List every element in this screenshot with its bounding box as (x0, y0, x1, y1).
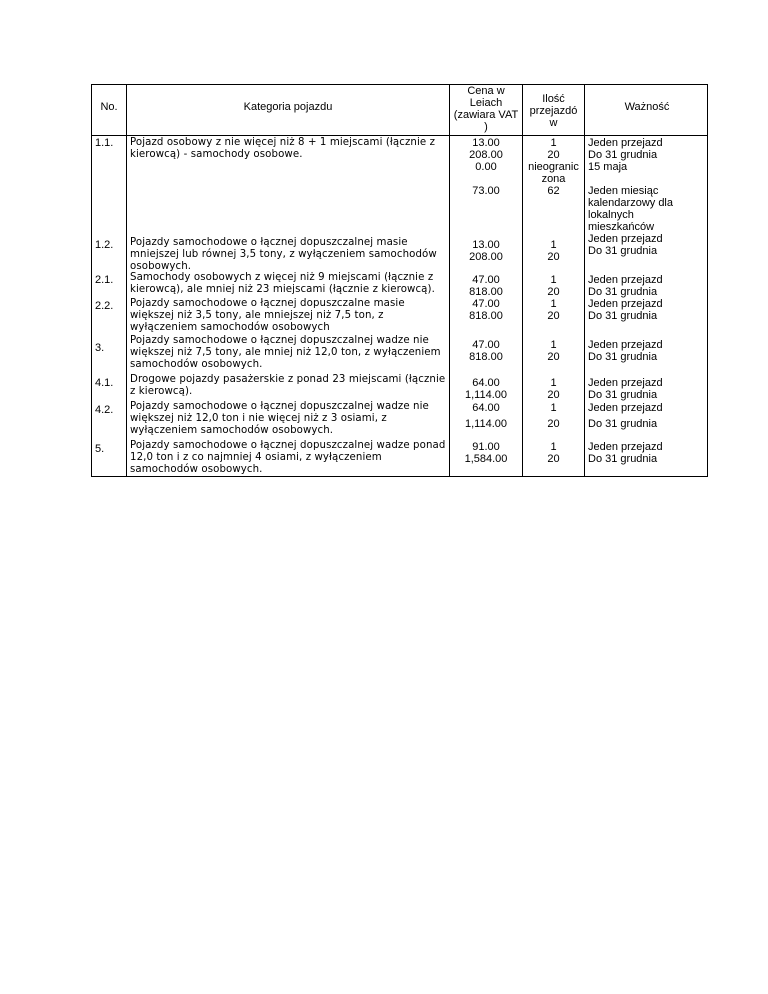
trips-value: zona (541, 173, 566, 185)
price-value: 0.00 (475, 161, 497, 173)
category-line: kierowcą), ale mniej niż 23 miejscami (łącznie z kierowcą). (130, 284, 435, 295)
header-price-line: (zawiara VAT (453, 109, 519, 121)
trips-value: 1 (550, 377, 557, 389)
validity-value: lokalnych (588, 209, 634, 221)
row-validity (588, 377, 708, 401)
trips-value: 1 (550, 402, 557, 414)
header-price-line: Leiach (469, 97, 503, 109)
row-category (130, 272, 448, 296)
category-line: Pojazdy samochodowe o łącznej dopuszczalnej wadze ponad (130, 440, 446, 451)
category-line: kierowcą) - samochody osobowe. (130, 149, 303, 160)
validity-value: Do 31 grudnia (588, 389, 658, 401)
row-trips (523, 377, 584, 401)
row-price (450, 239, 522, 263)
category-line: samochodów osobowych. (130, 464, 263, 475)
price-value: 91.00 (472, 441, 500, 453)
header-trips-line: Ilość (542, 93, 565, 105)
row-number: 5. (95, 443, 105, 455)
category-line: Pojazdy samochodowe o łącznej dopuszczalnej wadze nie (130, 401, 429, 412)
header-trips (523, 93, 584, 129)
row-trips (523, 137, 584, 197)
category-line: Pojazdy samochodowe o łącznej dopuszczalnej masie (130, 237, 408, 248)
validity-value: Do 31 grudnia (588, 418, 658, 430)
validity-value: Do 31 grudnia (588, 245, 658, 257)
validity-value: Do 31 grudnia (588, 453, 658, 465)
price-value: 818.00 (469, 286, 503, 298)
trips-value: 1 (550, 274, 557, 286)
price-value: 64.00 (472, 377, 500, 389)
row-trips (523, 239, 584, 263)
validity-value: Jeden przejazd (588, 441, 663, 453)
row-number: 2.2. (95, 300, 114, 312)
category-line: Pojazdy samochodowe o łącznej dopuszczalne masie (130, 298, 405, 309)
category-line: Samochody osobowych z więcej niż 9 miejscami (łącznie z (130, 272, 434, 283)
row-validity (588, 402, 708, 430)
trips-value: 1 (550, 239, 557, 251)
validity-value: Jeden przejazd (588, 402, 663, 414)
price-value: 47.00 (472, 274, 500, 286)
price-value: 818.00 (469, 310, 503, 322)
price-value: 13.00 (472, 239, 500, 251)
row-validity (588, 137, 708, 233)
price-value: 818.00 (469, 351, 503, 363)
category-line: Drogowe pojazdy pasażerskie z ponad 23 miejscami (łącznie (130, 374, 446, 385)
trips-value: 1 (550, 298, 557, 310)
header-category: Kategoria pojazdu (243, 101, 333, 113)
row-category (130, 374, 448, 398)
row-category (130, 237, 448, 273)
validity-value: Jeden przejazd (588, 377, 663, 389)
row-validity (588, 441, 708, 465)
row-number: 4.2. (95, 404, 114, 416)
header-price-line: Cena w (467, 85, 505, 97)
row-number: 1.1. (95, 137, 114, 149)
validity-value: Jeden przejazd (588, 233, 663, 245)
validity-value: Do 31 grudnia (588, 286, 658, 298)
category-line: Pojazdy samochodowe o łącznej dopuszczalnej wadze nie (130, 335, 429, 346)
validity-value: kalendarzowy dla (588, 197, 673, 209)
header-trips-line: w (549, 117, 558, 129)
category-line: większej niż 7,5 tony, ale mniej niż 12,0 ton, z wyłączeniem (130, 347, 441, 358)
header-no: No. (100, 101, 118, 113)
row-category (130, 401, 448, 437)
row-category (130, 335, 448, 371)
row-validity (588, 274, 708, 298)
row-price (450, 441, 522, 465)
row-category (130, 137, 448, 161)
trips-value: 20 (547, 310, 560, 322)
header-divider (92, 135, 707, 136)
price-value: 1,114.00 (464, 418, 507, 430)
price-value: 13.00 (472, 137, 500, 149)
row-trips (523, 402, 584, 430)
row-number: 3. (95, 342, 105, 354)
validity-value: Jeden miesiąc (588, 185, 659, 197)
trips-value: 20 (547, 251, 560, 263)
price-value: 47.00 (472, 298, 500, 310)
category-line: wyłączeniem samochodów osobowych (130, 322, 330, 333)
row-category (130, 440, 448, 476)
row-price (450, 298, 522, 322)
trips-value: 20 (547, 286, 560, 298)
row-category (130, 298, 448, 334)
price-value: 64.00 (472, 402, 500, 414)
row-validity (588, 339, 708, 363)
price-value: 73.00 (472, 185, 500, 197)
category-line: wyłączeniem samochodów osobowych. (130, 425, 334, 436)
trips-value: 1 (550, 137, 557, 149)
trips-value: 20 (547, 351, 560, 363)
price-value: 47.00 (472, 339, 500, 351)
column-divider (126, 85, 127, 476)
validity-value: Do 31 grudnia (588, 310, 658, 322)
trips-value: 20 (547, 149, 560, 161)
header-trips-line: przejazdó (529, 105, 578, 117)
price-value: 208.00 (469, 149, 503, 161)
trips-value: 1 (550, 441, 557, 453)
validity-value: Jeden przejazd (588, 298, 663, 310)
trips-value: 62 (547, 185, 560, 197)
price-value (450, 173, 522, 185)
row-price (450, 377, 522, 401)
row-trips (523, 441, 584, 465)
category-line: 12,0 ton i z co najmniej 4 osiami, z wyłączeniem (130, 452, 382, 463)
row-number: 1.2. (95, 239, 114, 251)
row-trips (523, 339, 584, 363)
category-line: Pojazd osobowy z nie więcej niż 8 + 1 miejscami (łącznie z (130, 137, 436, 148)
validity-value: mieszkańców (588, 221, 655, 233)
trips-value: 20 (547, 453, 560, 465)
row-trips (523, 298, 584, 322)
tariff-table (91, 84, 708, 477)
validity-value (588, 173, 708, 185)
row-validity (588, 233, 708, 257)
validity-value: Jeden przejazd (588, 339, 663, 351)
row-number: 2.1. (95, 274, 114, 286)
validity-value: Do 31 grudnia (588, 351, 658, 363)
row-validity (588, 298, 708, 322)
row-trips (523, 274, 584, 298)
validity-value: 15 maja (588, 161, 628, 173)
category-line: osobowych. (130, 261, 192, 272)
category-line: większej niż 3,5 tony, ale mniejszej niż 7,5 ton, z (130, 310, 384, 321)
column-divider (584, 85, 585, 476)
trips-value: nieogranic (528, 161, 579, 173)
category-line: większej niż 12,0 ton i nie więcej niż z 3 osiami, z (130, 413, 387, 424)
header-price (450, 85, 522, 133)
price-value: 1,114.00 (464, 389, 507, 401)
row-price (450, 402, 522, 430)
price-value: 208.00 (469, 251, 503, 263)
row-price (450, 137, 522, 197)
header-price-line: ) (484, 121, 488, 133)
category-line: z kierowcą). (130, 386, 193, 397)
price-value: 1,584.00 (464, 453, 508, 465)
row-price (450, 339, 522, 363)
validity-value: Do 31 grudnia (588, 149, 658, 161)
category-line: samochodów osobowych. (130, 359, 263, 370)
validity-value: Jeden przejazd (588, 274, 663, 286)
trips-value: 20 (547, 418, 560, 430)
row-price (450, 274, 522, 298)
header-validity: Ważność (624, 101, 670, 113)
category-line: mniejszej lub równej 3,5 tony, z wyłączeniem samochodów (130, 249, 437, 260)
trips-value: 20 (547, 389, 560, 401)
row-number: 4.1. (95, 377, 114, 389)
validity-value: Jeden przejazd (588, 137, 663, 149)
trips-value: 1 (550, 339, 557, 351)
